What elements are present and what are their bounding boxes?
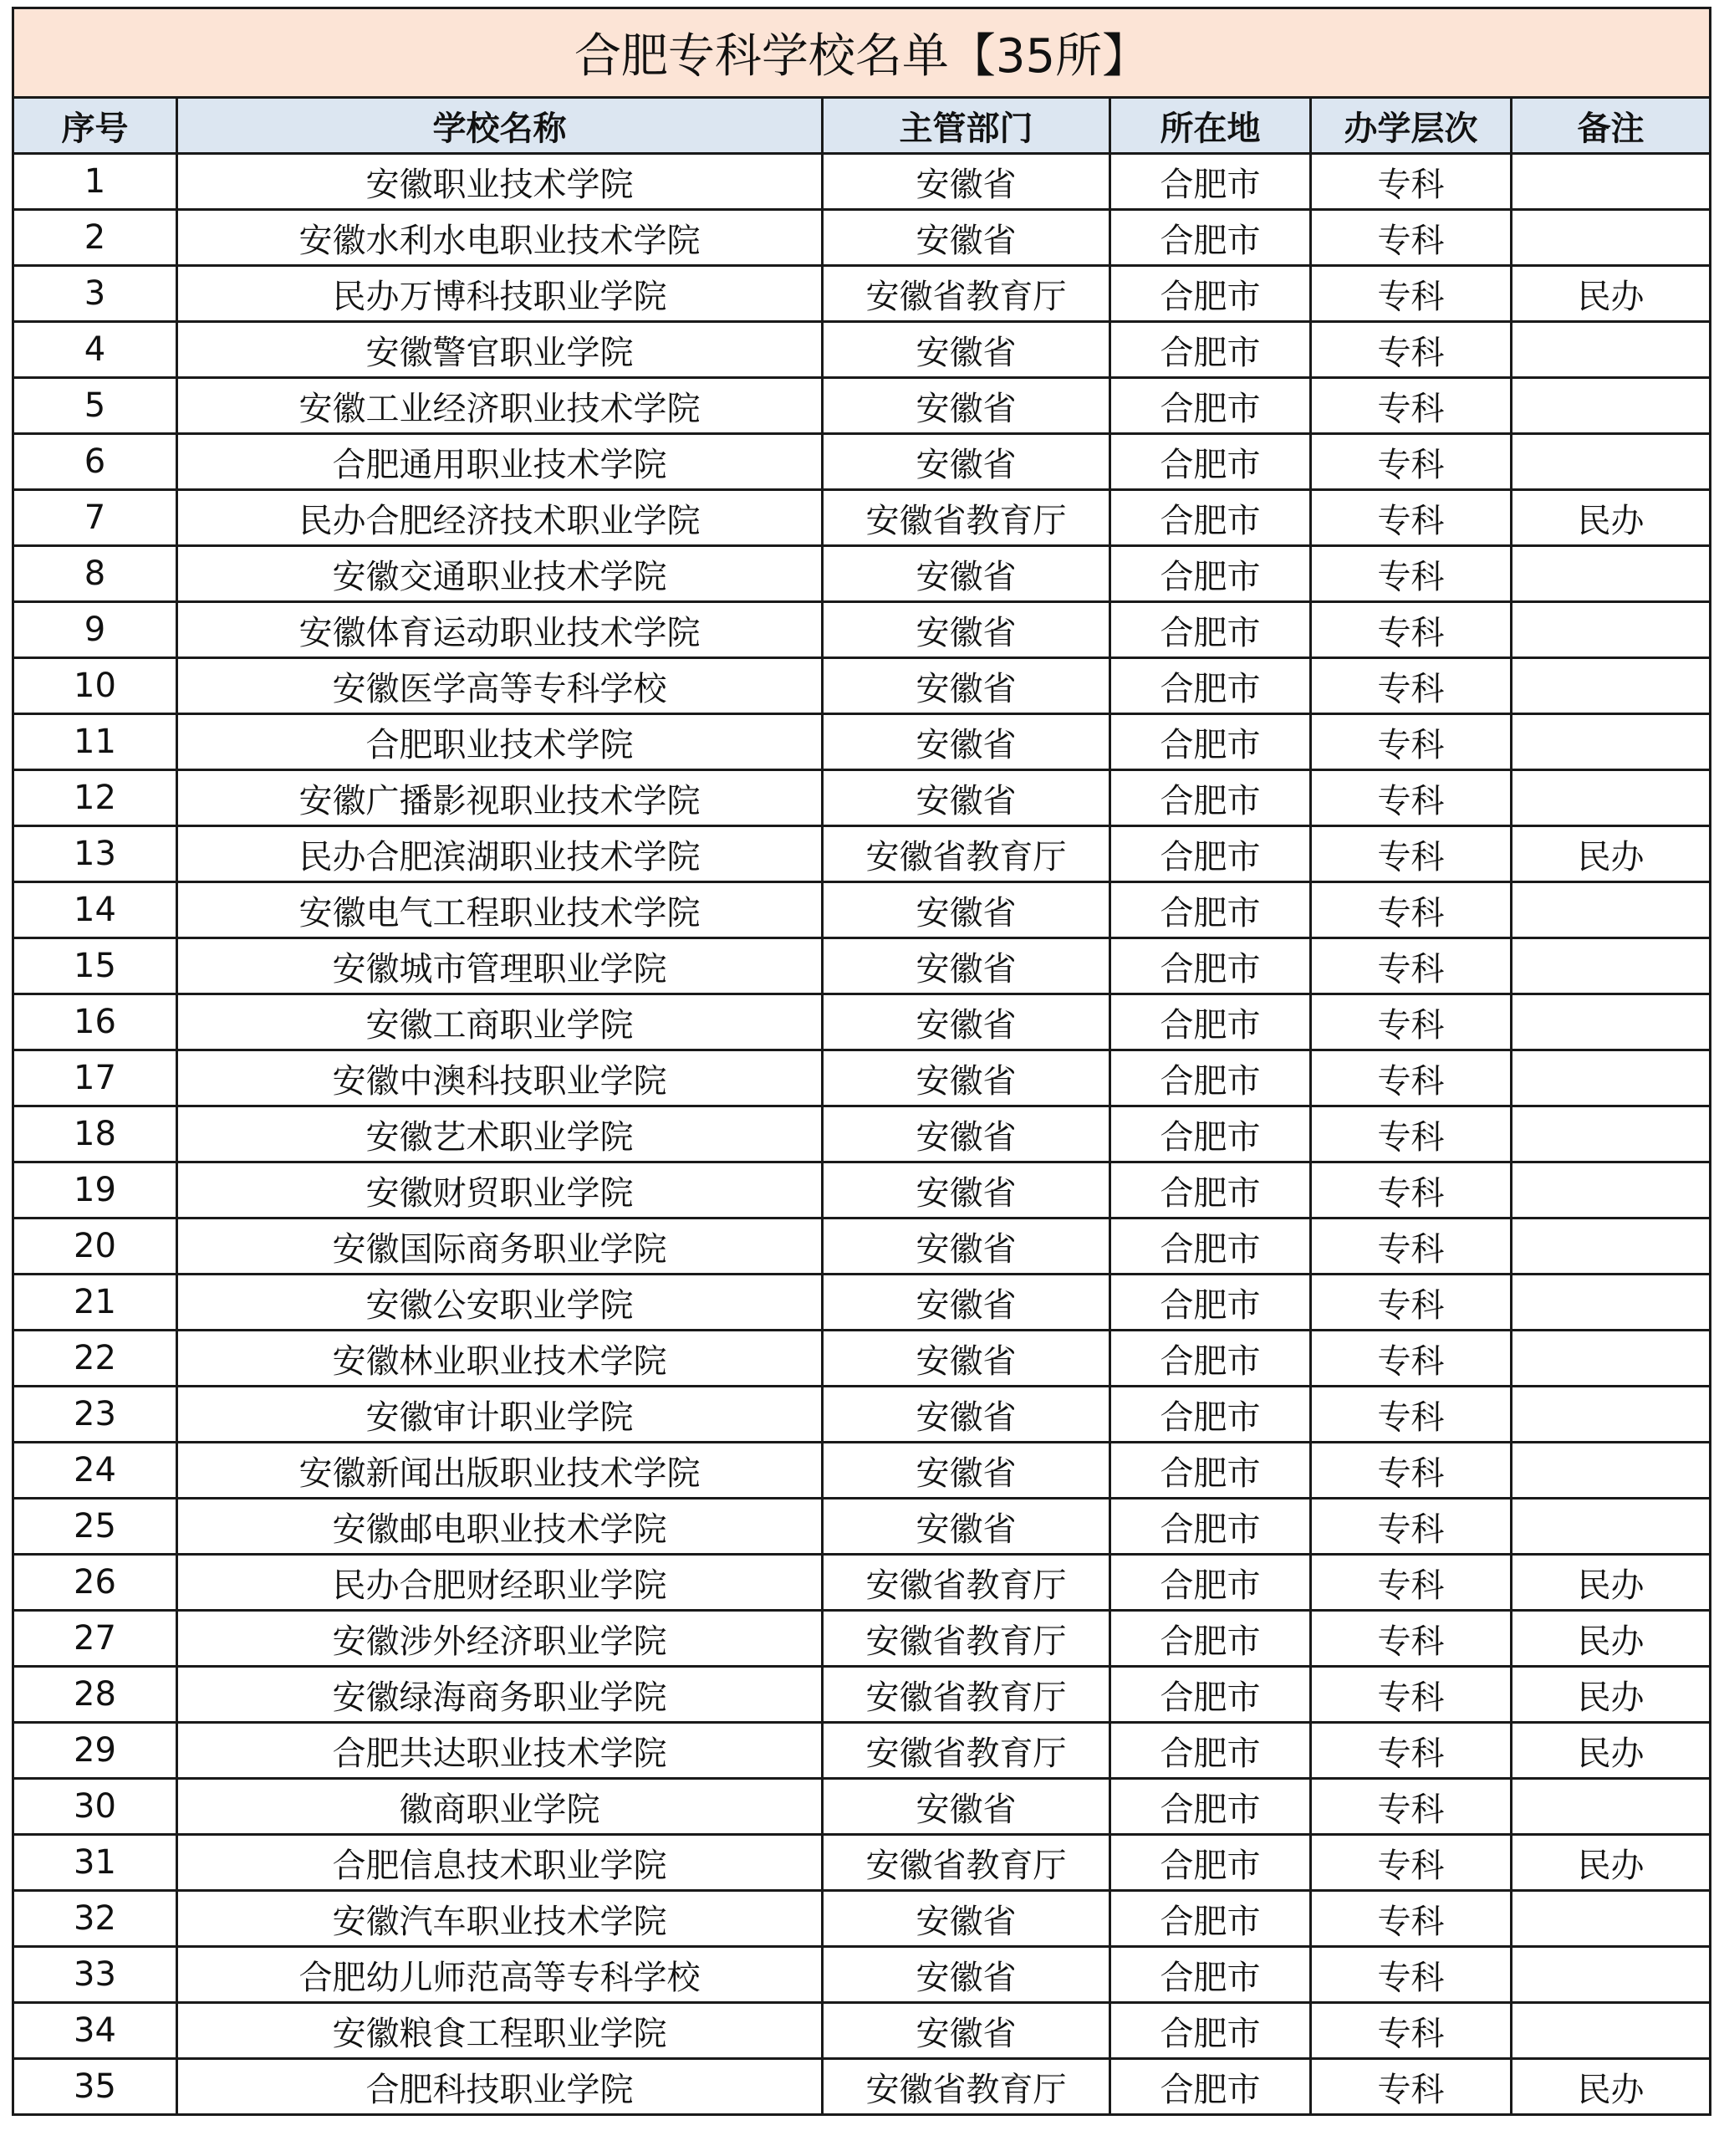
cell-note [1512,1275,1711,1331]
cell-level: 专科 [1311,1331,1512,1387]
cell-location: 合肥市 [1110,154,1311,210]
cell-department: 安徽省 [823,210,1110,266]
cell-note [1512,210,1711,266]
cell-note: 民办 [1512,826,1711,882]
cell-department: 安徽省教育厅 [823,1611,1110,1667]
table-title: 合肥专科学校名单【35所】 [13,8,1711,98]
cell-level: 专科 [1311,154,1512,210]
cell-department: 安徽省 [823,378,1110,434]
cell-location: 合肥市 [1110,994,1311,1050]
cell-school-name: 合肥信息技术职业学院 [177,1835,823,1891]
table-row [13,1275,1711,1331]
cell-level: 专科 [1311,882,1512,938]
cell-location: 合肥市 [1110,826,1311,882]
column-header-level: 办学层次 [1311,98,1512,154]
column-header-no: 序号 [13,98,177,154]
cell-location: 合肥市 [1110,1891,1311,1947]
cell-department: 安徽省 [823,602,1110,658]
cell-note [1512,770,1711,826]
cell-school-name: 民办合肥经济技术职业学院 [177,490,823,546]
cell-note [1512,658,1711,714]
cell-location: 合肥市 [1110,938,1311,994]
cell-level: 专科 [1311,658,1512,714]
cell-school-name: 合肥幼儿师范高等专科学校 [177,1947,823,2003]
table-row [13,770,1711,826]
cell-department: 安徽省 [823,1891,1110,1947]
cell-level: 专科 [1311,1947,1512,2003]
cell-school-name: 安徽医学高等专科学校 [177,658,823,714]
cell-school-name: 合肥职业技术学院 [177,714,823,770]
cell-location: 合肥市 [1110,1499,1311,1555]
cell-no: 21 [13,1275,177,1331]
column-header-location: 所在地 [1110,98,1311,154]
table-row [13,938,1711,994]
cell-no: 11 [13,714,177,770]
cell-level: 专科 [1311,1891,1512,1947]
cell-no: 7 [13,490,177,546]
table-row [13,826,1711,882]
cell-department: 安徽省 [823,1779,1110,1835]
table-row [13,210,1711,266]
cell-location: 合肥市 [1110,322,1311,378]
cell-note: 民办 [1512,1835,1711,1891]
cell-location: 合肥市 [1110,658,1311,714]
cell-school-name: 安徽工业经济职业技术学院 [177,378,823,434]
cell-level: 专科 [1311,602,1512,658]
cell-level: 专科 [1311,938,1512,994]
cell-department: 安徽省 [823,714,1110,770]
cell-no: 18 [13,1106,177,1162]
cell-level: 专科 [1311,1555,1512,1611]
cell-location: 合肥市 [1110,1779,1311,1835]
cell-note [1512,938,1711,994]
cell-level: 专科 [1311,490,1512,546]
cell-level: 专科 [1311,210,1512,266]
cell-no: 24 [13,1443,177,1499]
cell-note: 民办 [1512,1611,1711,1667]
cell-no: 29 [13,1723,177,1779]
cell-school-name: 安徽广播影视职业技术学院 [177,770,823,826]
table-row [13,1667,1711,1723]
cell-level: 专科 [1311,826,1512,882]
table-row [13,658,1711,714]
cell-school-name: 安徽财贸职业学院 [177,1162,823,1218]
cell-location: 合肥市 [1110,714,1311,770]
table-row [13,1779,1711,1835]
cell-school-name: 合肥共达职业技术学院 [177,1723,823,1779]
cell-department: 安徽省 [823,994,1110,1050]
cell-location: 合肥市 [1110,1611,1311,1667]
table-row [13,1891,1711,1947]
cell-school-name: 安徽城市管理职业学院 [177,938,823,994]
cell-department: 安徽省教育厅 [823,826,1110,882]
cell-note [1512,882,1711,938]
cell-school-name: 民办合肥财经职业学院 [177,1555,823,1611]
cell-location: 合肥市 [1110,1947,1311,2003]
table-row [13,546,1711,602]
cell-level: 专科 [1311,546,1512,602]
cell-school-name: 安徽邮电职业技术学院 [177,1499,823,1555]
cell-school-name: 安徽交通职业技术学院 [177,546,823,602]
cell-department: 安徽省教育厅 [823,1835,1110,1891]
cell-department: 安徽省 [823,546,1110,602]
cell-school-name: 安徽审计职业学院 [177,1387,823,1443]
cell-level: 专科 [1311,1723,1512,1779]
cell-location: 合肥市 [1110,770,1311,826]
table-row [13,994,1711,1050]
cell-department: 安徽省 [823,938,1110,994]
table-row [13,266,1711,322]
cell-school-name: 安徽艺术职业学院 [177,1106,823,1162]
table-row [13,1050,1711,1106]
cell-school-name: 安徽职业技术学院 [177,154,823,210]
cell-note [1512,1106,1711,1162]
table-row [13,1331,1711,1387]
cell-location: 合肥市 [1110,1555,1311,1611]
table-row [13,1723,1711,1779]
cell-department: 安徽省教育厅 [823,490,1110,546]
cell-school-name: 安徽粮食工程职业学院 [177,2003,823,2059]
cell-school-name: 安徽新闻出版职业技术学院 [177,1443,823,1499]
cell-school-name: 民办万博科技职业学院 [177,266,823,322]
cell-department: 安徽省 [823,770,1110,826]
cell-school-name: 安徽国际商务职业学院 [177,1218,823,1275]
cell-school-name: 安徽中澳科技职业学院 [177,1050,823,1106]
cell-note: 民办 [1512,490,1711,546]
cell-no: 17 [13,1050,177,1106]
cell-department: 安徽省教育厅 [823,1667,1110,1723]
cell-level: 专科 [1311,1162,1512,1218]
cell-no: 31 [13,1835,177,1891]
cell-note [1512,602,1711,658]
table-row [13,1106,1711,1162]
cell-no: 12 [13,770,177,826]
cell-department: 安徽省 [823,1218,1110,1275]
title-row [13,8,1711,98]
cell-level: 专科 [1311,1667,1512,1723]
cell-department: 安徽省 [823,1106,1110,1162]
school-table [12,7,1711,2116]
cell-school-name: 合肥科技职业学院 [177,2059,823,2115]
cell-location: 合肥市 [1110,1275,1311,1331]
cell-note [1512,1499,1711,1555]
cell-level: 专科 [1311,2059,1512,2115]
cell-location: 合肥市 [1110,1443,1311,1499]
cell-location: 合肥市 [1110,882,1311,938]
cell-no: 33 [13,1947,177,2003]
cell-level: 专科 [1311,1387,1512,1443]
cell-location: 合肥市 [1110,1106,1311,1162]
cell-level: 专科 [1311,1779,1512,1835]
cell-school-name: 安徽体育运动职业技术学院 [177,602,823,658]
table-row [13,434,1711,490]
cell-no: 19 [13,1162,177,1218]
cell-no: 32 [13,1891,177,1947]
table-row [13,1947,1711,2003]
cell-school-name: 安徽涉外经济职业学院 [177,1611,823,1667]
cell-level: 专科 [1311,994,1512,1050]
cell-level: 专科 [1311,1611,1512,1667]
cell-department: 安徽省教育厅 [823,2059,1110,2115]
table-row [13,1162,1711,1218]
cell-department: 安徽省 [823,434,1110,490]
cell-department: 安徽省 [823,1162,1110,1218]
cell-department: 安徽省 [823,2003,1110,2059]
table-row [13,882,1711,938]
table-row [13,1499,1711,1555]
cell-school-name: 徽商职业学院 [177,1779,823,1835]
cell-no: 22 [13,1331,177,1387]
cell-no: 35 [13,2059,177,2115]
cell-school-name: 安徽绿海商务职业学院 [177,1667,823,1723]
cell-no: 10 [13,658,177,714]
cell-note [1512,1947,1711,2003]
cell-no: 6 [13,434,177,490]
cell-note: 民办 [1512,1723,1711,1779]
cell-no: 4 [13,322,177,378]
cell-note [1512,994,1711,1050]
table-row [13,1555,1711,1611]
cell-location: 合肥市 [1110,490,1311,546]
table-body [13,154,1711,2115]
cell-location: 合肥市 [1110,1050,1311,1106]
table-row [13,1611,1711,1667]
cell-school-name: 安徽林业职业技术学院 [177,1331,823,1387]
cell-level: 专科 [1311,1218,1512,1275]
cell-note [1512,322,1711,378]
cell-level: 专科 [1311,770,1512,826]
table-row [13,714,1711,770]
cell-level: 专科 [1311,1443,1512,1499]
cell-school-name: 安徽电气工程职业技术学院 [177,882,823,938]
cell-location: 合肥市 [1110,1218,1311,1275]
cell-no: 27 [13,1611,177,1667]
cell-location: 合肥市 [1110,2003,1311,2059]
cell-department: 安徽省教育厅 [823,266,1110,322]
table-row [13,1218,1711,1275]
cell-department: 安徽省 [823,1275,1110,1331]
table-row [13,322,1711,378]
cell-no: 1 [13,154,177,210]
cell-level: 专科 [1311,434,1512,490]
cell-note [1512,1891,1711,1947]
cell-level: 专科 [1311,378,1512,434]
cell-no: 28 [13,1667,177,1723]
cell-location: 合肥市 [1110,1835,1311,1891]
cell-note [1512,1779,1711,1835]
cell-location: 合肥市 [1110,1667,1311,1723]
cell-school-name: 民办合肥滨湖职业技术学院 [177,826,823,882]
cell-location: 合肥市 [1110,1331,1311,1387]
cell-note [1512,1331,1711,1387]
cell-note: 民办 [1512,2059,1711,2115]
cell-note [1512,1162,1711,1218]
column-header-school-name: 学校名称 [177,98,823,154]
column-header-note: 备注 [1512,98,1711,154]
cell-location: 合肥市 [1110,1162,1311,1218]
cell-school-name: 安徽警官职业学院 [177,322,823,378]
cell-department: 安徽省 [823,1050,1110,1106]
cell-school-name: 安徽汽车职业技术学院 [177,1891,823,1947]
cell-location: 合肥市 [1110,1387,1311,1443]
table-row [13,1443,1711,1499]
cell-location: 合肥市 [1110,266,1311,322]
column-header-department: 主管部门 [823,98,1110,154]
cell-no: 3 [13,266,177,322]
cell-note [1512,1387,1711,1443]
cell-note [1512,546,1711,602]
cell-location: 合肥市 [1110,546,1311,602]
cell-level: 专科 [1311,1835,1512,1891]
cell-location: 合肥市 [1110,378,1311,434]
cell-location: 合肥市 [1110,602,1311,658]
cell-department: 安徽省 [823,882,1110,938]
cell-no: 2 [13,210,177,266]
table-row [13,1387,1711,1443]
table-row [13,2003,1711,2059]
cell-department: 安徽省 [823,1947,1110,2003]
cell-level: 专科 [1311,1050,1512,1106]
table-row [13,154,1711,210]
cell-note [1512,378,1711,434]
cell-note: 民办 [1512,1667,1711,1723]
cell-no: 25 [13,1499,177,1555]
cell-department: 安徽省 [823,1443,1110,1499]
cell-level: 专科 [1311,1106,1512,1162]
cell-no: 5 [13,378,177,434]
table-row [13,1835,1711,1891]
table-row [13,2059,1711,2115]
cell-school-name: 安徽水利水电职业技术学院 [177,210,823,266]
cell-no: 30 [13,1779,177,1835]
cell-level: 专科 [1311,266,1512,322]
cell-location: 合肥市 [1110,2059,1311,2115]
cell-department: 安徽省 [823,322,1110,378]
cell-note: 民办 [1512,266,1711,322]
cell-no: 15 [13,938,177,994]
table-row [13,490,1711,546]
cell-level: 专科 [1311,1499,1512,1555]
cell-no: 23 [13,1387,177,1443]
cell-no: 26 [13,1555,177,1611]
cell-department: 安徽省 [823,1387,1110,1443]
cell-note [1512,434,1711,490]
cell-note [1512,154,1711,210]
cell-department: 安徽省 [823,658,1110,714]
cell-school-name: 安徽公安职业学院 [177,1275,823,1331]
school-list-sheet [12,7,1709,2144]
cell-department: 安徽省 [823,154,1110,210]
cell-note: 民办 [1512,1555,1711,1611]
table-row [13,378,1711,434]
cell-note [1512,1218,1711,1275]
cell-department: 安徽省教育厅 [823,1555,1110,1611]
cell-department: 安徽省 [823,1499,1110,1555]
cell-no: 34 [13,2003,177,2059]
cell-location: 合肥市 [1110,210,1311,266]
cell-school-name: 安徽工商职业学院 [177,994,823,1050]
cell-level: 专科 [1311,2003,1512,2059]
cell-no: 14 [13,882,177,938]
cell-no: 16 [13,994,177,1050]
header-row [13,98,1711,154]
cell-department: 安徽省 [823,1331,1110,1387]
cell-note [1512,714,1711,770]
cell-school-name: 合肥通用职业技术学院 [177,434,823,490]
cell-location: 合肥市 [1110,434,1311,490]
cell-department: 安徽省教育厅 [823,1723,1110,1779]
cell-level: 专科 [1311,322,1512,378]
cell-note [1512,2003,1711,2059]
cell-no: 8 [13,546,177,602]
cell-level: 专科 [1311,1275,1512,1331]
cell-level: 专科 [1311,714,1512,770]
table-row [13,602,1711,658]
cell-note [1512,1443,1711,1499]
cell-note [1512,1050,1711,1106]
cell-no: 20 [13,1218,177,1275]
cell-no: 13 [13,826,177,882]
cell-location: 合肥市 [1110,1723,1311,1779]
cell-no: 9 [13,602,177,658]
